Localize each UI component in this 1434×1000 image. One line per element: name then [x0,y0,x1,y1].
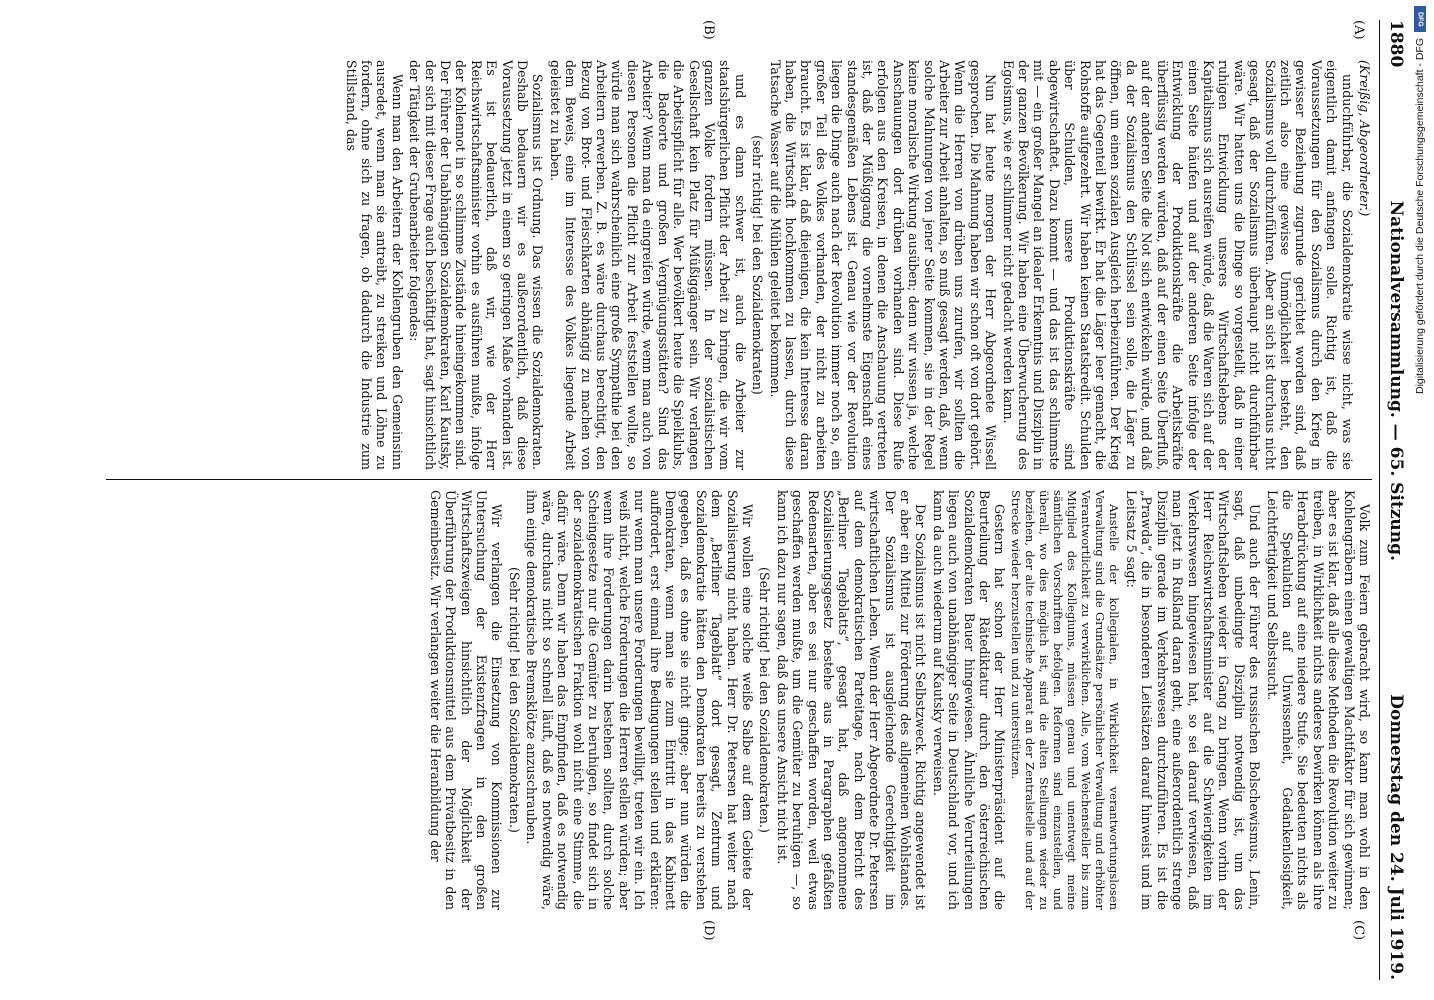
left-interjection: (sehr richtig! bei den Sozialdemokraten) [750,135,766,395]
right-column [106,490,1372,910]
session-date: Donnerstag den 24. Juli 1919. [1386,694,1406,980]
right-paragraph-1: Volk zum Feiern gebracht wird, so kann man wohl in den Kohlengräbern einen gewaltigen Machtfaktor für sich gewinnen; aber es ist klar, daß alle diese Methoden die Revolution weiter zu treiben, in Wirklichkeit nichts anderes bewirken können als ihre Herabdrückung auf eine niedere Stufe. Sie bedeuten nichts als die Spekulation auf Unwissenheit, Gedankenlosigkeit, Leichtfertigkeit und Selbstsucht. [1264,490,1372,910]
margin-letter-b: (B) [701,20,716,40]
right-interjection-2: (Sehr richtig! bei den Sozialdemokraten.) [506,567,522,833]
right-paragraph-5: Wir wollen eine solche weiße Salbe auf dem Gebiete der Sozialisierung nicht haben. Herr Dr. Petersen hat weiter nach dem „Berliner Tageblatt“ dort gesagt, Zentrum und Sozialdemokratie hätten den Demokraten bereits zu verstehen gegeben, daß es ohne sie nicht ginge; aber nun würden die Demokraten, wenn man sie zum Eintritt in das Kabinett auffordert, erst einmal ihre Bedingungen stellen und erklären: nur wenn man unsere Forderungen bewilligt, treten wir ein. Ich weiß nicht, welche Forderungen die Herren stellen würden; aber wenn ihre Forderungen darin bestehen sollten, durch solche Scheingesetze nur die Gemüter zu beruhigen, so findet sich in der sozialdemokratischen Fraktion wohl nicht eine Stimme, die dafür wäre. Denn wir haben das Empfinden, daß es notwendig wäre, durchaus nicht so schnell läuft, daß es notwendig wäre, ihm einige demokratische Bremsklötze anzuschrauben. [524,490,755,910]
session-title: Nationalversammlung. — 65. Sitzung. [1386,200,1406,561]
dfg-side-note [1412,6,1432,606]
right-paragraph-2: Und auch der Führer des russischen Bolschewismus, Lenin, sagt, daß unbedingte Disziplin notwendig ist, um das Wirtschaftsleben wieder in Gang zu bringen. Wenn vorhin der Herr Reichswirtschaftsminister auf die Schwierigkeiten im Verkehrswesen hingewiesen hat, so sei darauf verwiesen, daß man jetzt in Rußland daran geht, eine außerordentlich strenge Disziplin gerade im Verkehrswesen durchzuführen. Es ist die „Prawda“, die in besonderen Leitsätzen darauf hinweist und im Leitsatz 5 sagt: [1123,490,1263,910]
right-paragraph-3: Gestern hat schon der Herr Ministerpräsident auf die Beurteilung der Rätediktatur durch den österreichischen Sozialdemokraten Bauer hingewiesen. Ähnliche Verurteilungen liegen auch von unabhängiger Seite in Deutschland vor, und ich kann da auch wiederum auf Kautsky verweisen. [930,490,1008,910]
right-interjection-1: (Sehr richtig! bei den Sozialdemokraten.) [757,567,773,833]
right-paragraph-6: Wir verlangen die Einsetzung von Kommissionen zur Untersuchung der Existenzfragen in den großen Wirtschaftszweigen hinsichtlich der Möglichkeit der Überführung der Produktionsmittel aus dem Privatbesitz in den Gemeinbesitz. Wir verlangen weiter die Heranbildung der [427,490,505,910]
column-separator [106,479,1372,480]
page-number: 1880 [1386,20,1406,68]
left-paragraph-2: Nun hat heute morgen der Herr Abgeordnete Wissell gesprochen. Die Mahnung haben wir schon oft von dort gehört. Wenn die Herren von drüben uns zurufen, wir sollten die Arbeiter zur Arbeit anhalten, so muß gesagt werden, daß, wenn solche Mahnungen von jener Seite kommen, sie in der Regel keine moralische Wirkung ausüben; denn wir wissen ja, welche Anschauungen dort drüben vorhanden sind. Diese Rufe erfolgen aus den Kreisen, in denen die Anschauung vertreten ist, daß der Müßiggang die vornehmste Eigenschaft eines standesgemäßen Lebens ist. Genau wie vor der Revolution liegen die Dinge auch nach der Revolution immer noch so, ein großer Teil des Volkes vorhanden, der nicht zu arbeiten braucht. Es ist klar, daß diejenigen, die kein Interesse daran haben, die Wirtschaft hochkommen zu lassen, durch diese Tatsache Wasser auf die Mühlen geleitet bekommen. [767,60,999,470]
margin-letter-a: (A) [1351,20,1366,40]
margin-letter-c: (C) [1351,920,1366,941]
left-paragraph-3: und es dann schwer ist, auch die Arbeiter zur staatsbürgerlichen Pflicht der Arbeit zu bringen, die wir vom ganzen Volke fordern müssen. In der sozialistischen Gesellschaft kein Platz für Müßiggänger sein. Wir verlangen die Arbeitspflicht für alle. Wer bevölkert heute die Spielklubs, die Badeorte und großen Vergnügungsstätten? Sind das Arbeiter? Wenn man da eingreifen würde, wenn man auch von diesen Personen die Pflicht zur Arbeit feststellen wollte, so würde man sich wahrscheinlich eine große Sympathie bei den Arbeitern erwerben. Z. B. es wäre durchaus berechtigt, den Bezug von Brot- und Fleischkarten abhängig zu machen von dem Beweis, eine im Interesse des Volkes liegende Arbeit geleistet zu haben. [547,60,748,470]
left-paragraph-4: Sozialismus ist Ordnung. Das wissen die Sozialdemokraten. Deshalb bedauern wir es außerordentlich, daß diese Voraussetzung jetzt in einem so geringen Maße vorhanden ist. Es ist bedauerlich, daß wir, wie der Herr Reichswirtschaftsminister vorhin es ausführen mußte, infolge der Kohlennot in so schlimme Zustände hineingekommen sind. Der Führer der Unabhängigen Sozialdemokraten, Karl Kautsky, der sich mit dieser Frage auch beschäftigt hat, sagt hinsichtlich der Tätigkeit der Grubenarbeiter folgendes: [407,60,546,470]
right-quote: Anstelle der kollegialen, in Wirklichkeit verantwortungslosen Verwaltung sind die Grundsätze persönlicher Verwaltung und erhöhter Verantwortlichkeit zu verwirklichen. Alle, vom Weichensteller bis zum Mitglied des Kollegiums, müssen genau und unentwegt meine sämtlichen Vorschriften befolgen. Reformen sind einzustellen, und überall, wo dies möglich ist, sind die alten Stellungen wieder zu beziehen, der alte technische Apparat an der Zentralstelle und auf der Strecke wieder herzustellen und zu unterstützen. [1009,490,1122,910]
right-paragraph-4: Der Sozialismus ist nicht Selbstzweck. Richtig angewendet ist er aber ein Mittel zur Förderung des allgemeinen Wohlstandes. Der Sozialismus ist ausgleichende Gerechtigkeit im wirtschaftlichen Leben. Wenn der Herr Abgeordnete Dr. Petersen auf dem demokratischen Parteitage, nach dem Bericht des „Berliner Tageblatts“, gesagt hat, daß angenommene Sozialisierungsgesetz bestehe aus in Paragraphen gefaßten Redensarten, aber es sei nur geschaffen worden, weil etwas geschaffen werden mußte, um die Gemüter zu beruhigen —, so kann ich dazu nur sagen, daß das unsere Ansicht nicht ist. [774,490,929,910]
margin-letter-d: (D) [701,920,716,941]
dfg-logo-icon: DFG [1414,6,1426,32]
page-body [46,20,1416,980]
left-paragraph-1: unduchführbar, die Sozialdemokratie wisse nicht, was sie eigentlich damit anfangen solle. Richtig ist, daß die Voraussetzungen für den Sozialismus durch den Krieg in gewisser Beziehung zugrunde gerichtet worden sind, daß zeitlich also eine gewisse Unmöglichkeit besteht, den Sozialismus voll durchzuführen. Aber an sich ist durchaus nicht gesagt, daß der Sozialismus überhaupt nicht durchführbar wäre. Wir hatten uns die Dinge so vorgestellt, daß in einer ruhigen Entwicklung unseres Wirtschaftslebens der Kapitalismus sich ausreifen würde, daß die Waren sich auf der einen Seite häufen und auf der anderen Seite infolge der Entwicklung der Produktionskräfte die Arbeitskräfte überflüssig werden würden, daß auf der einen Seite Überfluß, auf der anderen Seite die Not sich entwickeln würde, und daß da der Sozialismus den Schlüssel sein solle, die Läger zu öffnen, um einen sozialen Ausgleich herbeizuführen. Der Krieg hat das Gegenteil bewirkt. Er hat die Läger leer gemacht, die Rohstoffe aufgezehrt. Wir haben keinen Staatskredit. Schulden über Schulden, unsere Produktionskräfte sind abgewirtschaftet. Dazu kommt — und das ist das schlimmste mit — ein großer Mangel an idealer Erkenntnis und Disziplin in der ganzen Bevölkerung. Wir haben eine Überwucherung des Egoismus, wie er schlimmer nicht gedacht werden kann. [1000,60,1355,470]
digitization-credit: Digitalisierung gefördert durch die Deutsche Forschungsgemeinschaft - DFG [1414,38,1426,395]
speaker-note: (Kreißig, Abgeordneter.) [1357,60,1372,217]
header-rule [1379,20,1380,980]
left-paragraph-5: Wenn man den Arbeitern der Kohlengruben den Gemeinsinn ausredet, wenn man sie antreibt, zu streiken und Löhne zu fordern, ohne sich zu fragen, ob dadurch die Industrie zum Stillstand, das [343,60,405,470]
left-column [106,60,1372,470]
